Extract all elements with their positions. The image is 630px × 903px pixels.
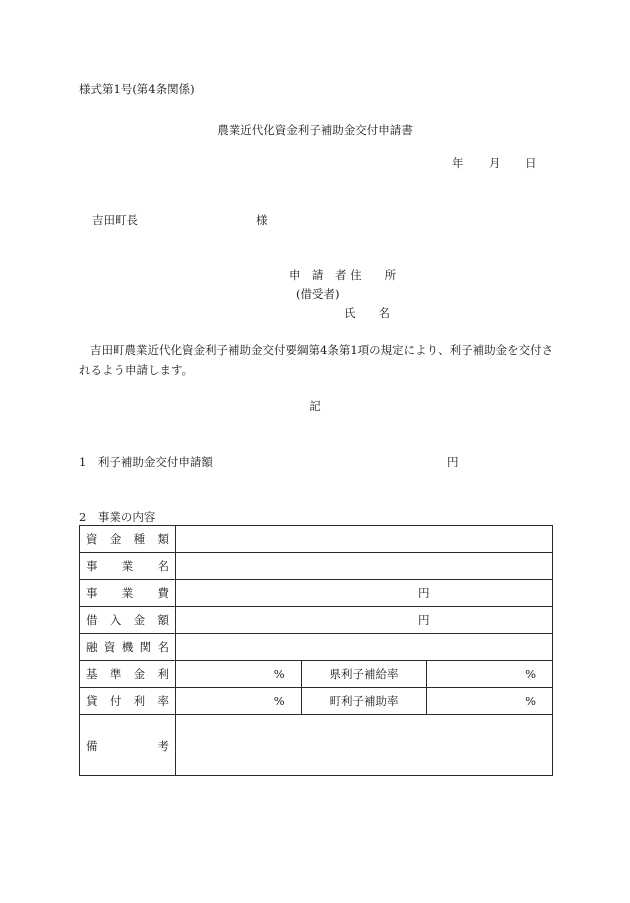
label-char: 備: [86, 739, 98, 753]
borrower-label: (借受者): [296, 287, 340, 301]
remarks-label: [80, 715, 176, 776]
project-name-field[interactable]: [176, 553, 553, 580]
percent-unit: %: [525, 667, 536, 681]
table-row: [80, 688, 553, 715]
town-subsidy-rate-label: 町利子補助率: [301, 688, 427, 715]
label-char: 率: [157, 694, 169, 708]
label-char: 利: [133, 694, 146, 708]
project-name-label: [80, 553, 176, 580]
table-row: [80, 553, 553, 580]
addressee-name: 吉田町長: [92, 213, 138, 227]
label-char: 融: [86, 640, 98, 654]
table-row: [80, 715, 553, 776]
date-day: 日: [525, 156, 537, 170]
label-char: 基: [86, 667, 98, 681]
town-subsidy-rate-field[interactable]: [427, 688, 553, 715]
table-row: [80, 580, 553, 607]
label-char: 額: [157, 613, 169, 627]
lender-field[interactable]: [176, 634, 553, 661]
table-row: [80, 526, 553, 553]
label-char: 付: [109, 694, 122, 708]
project-cost-field[interactable]: [176, 580, 553, 607]
addressee-honorific: 様: [256, 213, 268, 227]
percent-unit: %: [273, 667, 285, 681]
subsidy-amount-unit: 円: [447, 455, 459, 469]
fund-type-label: [80, 526, 176, 553]
label-char: 準: [109, 667, 122, 681]
project-cost-label: [80, 580, 176, 607]
percent-unit: %: [525, 694, 536, 708]
label-char: 業: [121, 559, 134, 573]
application-statement: 吉田町農業近代化資金利子補助金交付要綱第4条第1項の規定により、利子補助金を交付されるよう申請します。: [79, 343, 554, 377]
remarks-field[interactable]: [176, 715, 553, 776]
document-title: 農業近代化資金利子補助金交付申請書: [217, 123, 413, 137]
ki-heading: 記: [309, 399, 321, 413]
label-char: 資: [103, 640, 116, 654]
loan-amount-label: [80, 607, 176, 634]
project-details-table: [79, 525, 553, 776]
table-row: [80, 661, 553, 688]
label-char: 事: [86, 559, 98, 573]
date-year: 年: [452, 156, 464, 170]
yen-unit: 円: [418, 613, 430, 627]
label-char: 利: [157, 667, 169, 681]
loan-amount-field[interactable]: [176, 607, 553, 634]
label-char: 類: [157, 532, 169, 546]
label-char: 名: [157, 640, 169, 654]
lender-label: [80, 634, 176, 661]
label-char: 金: [133, 613, 146, 627]
label-char: 事: [86, 586, 98, 600]
percent-unit: %: [273, 694, 285, 708]
label-char: 関: [139, 640, 152, 654]
lending-rate-label: [80, 688, 176, 715]
applicant-address-label: 申 請 者 住 所: [289, 268, 397, 282]
applicant-name-label: 氏 名: [344, 306, 390, 320]
table-row: [80, 607, 553, 634]
fund-type-field[interactable]: [176, 526, 553, 553]
form-number: 様式第1号(第4条関係): [79, 82, 195, 96]
base-rate-field[interactable]: [176, 661, 302, 688]
yen-unit: 円: [418, 586, 430, 600]
pref-subsidy-rate-field[interactable]: [427, 661, 553, 688]
label-char: 金: [133, 667, 146, 681]
label-char: 入: [109, 613, 122, 627]
project-details-label: 2 事業の内容: [79, 510, 156, 524]
subsidy-amount-label: 1 利子補助金交付申請額: [79, 455, 213, 469]
label-char: 費: [157, 586, 169, 600]
pref-subsidy-rate-label: 県利子補給率: [301, 661, 427, 688]
label-char: 種: [133, 532, 146, 546]
label-char: 業: [121, 586, 134, 600]
label-char: 資: [86, 532, 98, 546]
label-char: 考: [157, 739, 169, 753]
label-char: 名: [157, 559, 169, 573]
table-row: [80, 634, 553, 661]
label-char: 借: [86, 613, 98, 627]
label-char: 貸: [86, 694, 98, 708]
lending-rate-field[interactable]: [176, 688, 302, 715]
base-rate-label: [80, 661, 176, 688]
label-char: 金: [109, 532, 122, 546]
label-char: 機: [121, 640, 134, 654]
date-month: 月: [489, 156, 501, 170]
